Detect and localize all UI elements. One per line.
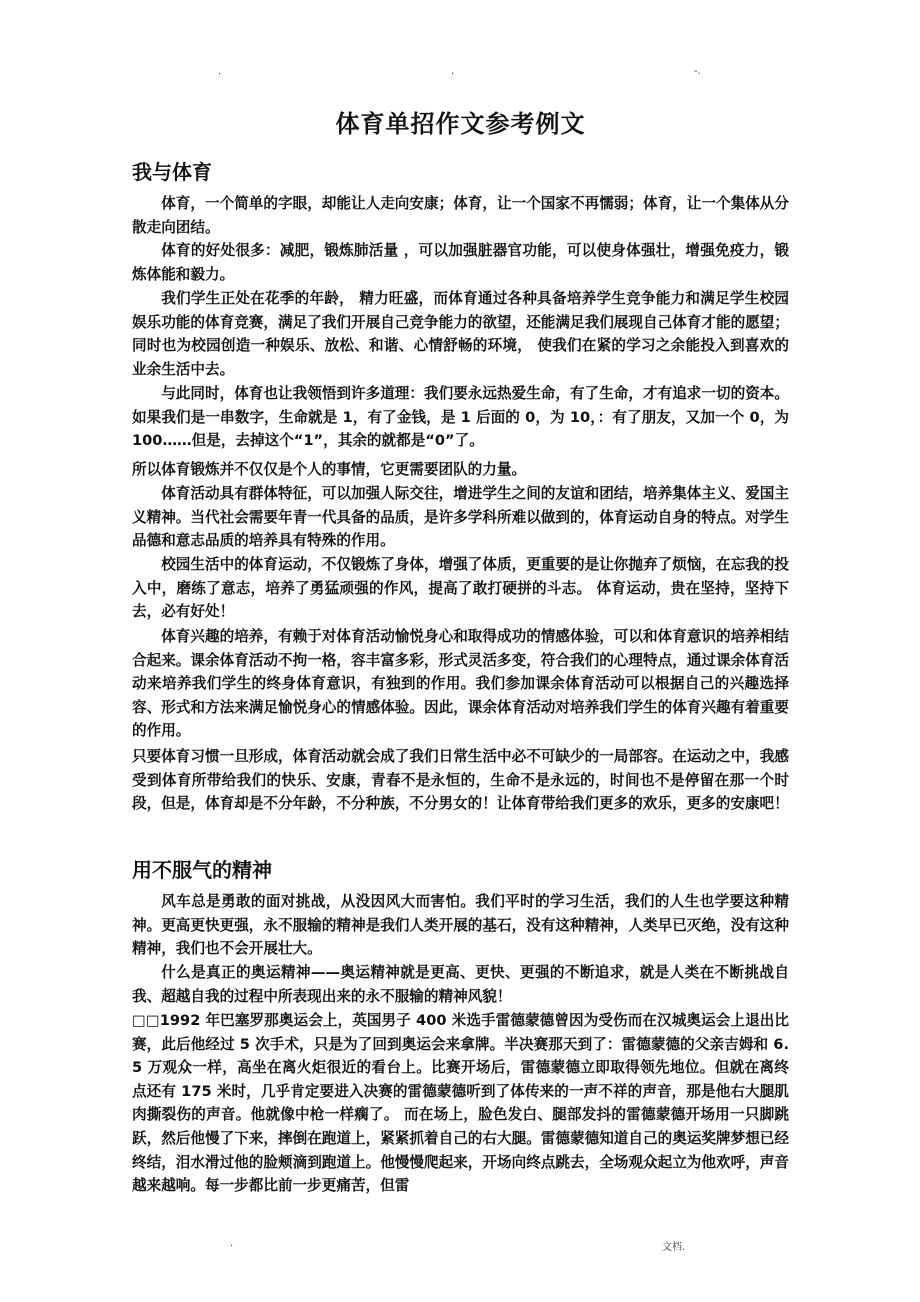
paragraph: 与此同时，体育也让我领悟到许多道理：我们要永远热爱生命，有了生命，才有追求一切的资本。如果我们是一串数字，生命就是 1，有了金钱，是 1 后面的 0，为 10，：有了朋友，又加一个 0，为 100……但是，去掉这个“1”，其余的就都是“0”了。 (132, 385, 789, 450)
header-mark-center: . (451, 66, 455, 77)
paragraph: 我们学生正处在花季的年龄， 精力旺盛，而体育通过各种具备培养学生竞争能力和满足学生校园娱乐功能的体育竞赛，满足了我们开展自己竞争能力的欲望，还能满足我们展现自己体育才能的愿望；同时也为校园创造一种娱乐、放松、和谐、心情舒畅的环境， 使我们在紧的学习之余能投入到喜欢的业余生活中去。 (132, 290, 789, 378)
section-heading-1: 我与体育 (132, 160, 212, 184)
header-mark-left: . (218, 66, 222, 77)
paragraph: 校园生活中的体育运动，不仅锻炼了身体，增强了体质，更重要的是让你抛弃了烦恼，在忘我的投入中，磨练了意志，培养了勇猛顽强的作风，提高了敢打硬拼的斗志。 体育运动，贵在坚持，坚持下去，必有好处！ (132, 556, 789, 621)
paragraph: 风车总是勇敢的面对挑战，从没因风大而害怕。我们平时的学习生活，我们的人生也学要这种精神。更高更快更强，永不服输的精神是我们人类开展的基石，没有这种精神，人类早已灭绝，没有这种精神，我们也不会开展壮大。 (132, 893, 789, 958)
paragraph: 体育，一个简单的字眼，却能让人走向安康；体育，让一个国家不再懦弱；体育，让一个集体从分散走向团结。 (132, 195, 789, 236)
header-mark-right: -. (694, 66, 701, 77)
footer-doc-label: 文档. (662, 1242, 686, 1253)
paragraph: 只要体育习惯一旦形成，体育活动就会成了我们日常生活中必不可缺少的一局部容。在运动之中，我感受到体育所带给我们的快乐、安康，青春不是永恒的，生命不是永远的，时间也不是停留在那一个时段，但是，体育却是不分年龄，不分种族，不分男女的！让体育带给我们更多的欢乐，更多的安康吧！ (132, 748, 789, 813)
footer-mark-left: . (230, 1238, 234, 1249)
paragraph: 体育兴趣的培养，有赖于对体育活动愉悦身心和取得成功的情感体验，可以和体育意识的培养相结合起来。课余体育活动不拘一格，容丰富多彩，形式灵活多变，符合我们的心理特点，通过课余体育活动来培养我们学生的终身体育意识，有独到的作用。我们参加课余体育活动可以根据自己的兴趣选择容、形式和方法来满足愉悦身心的情感体验。因此，课余体育活动对培养我们学生的体育兴趣有着重要的作用。 (132, 628, 789, 740)
paragraph: 体育活动具有群体特征，可以加强人际交往，增进学生之间的友谊和团结，培养集体主义、爱国主义精神。当代社会需要年青一代具备的品质，是许多学科所难以做到的，体育运动自身的特点。对学生品德和意志品质的培养具有特殊的作用。 (132, 485, 789, 550)
section-heading-2: 用不服气的精神 (132, 858, 272, 882)
paragraph: 所以体育锻炼并不仅仅是个人的事情，它更需要团队的力量。 (132, 461, 527, 478)
paragraph: □□1992 年巴塞罗那奥运会上，英国男子 400 米选手雷德蒙德曾因为受伤而在汉城奥运会上退出比赛，此后他经过 5 次手术，只是为了回到奥运会来拿牌。半决赛那天到了：雷德蒙德的父亲吉姆和 6. 5 万观众一样，高坐在离火炬很近的看台上。比赛开场后，雷德蒙德立即取得领先地位。但就在离终点还有 175 米时，几乎肯定要进入决赛的雷德蒙德听到了体传来的一声不祥的声音，那是他右大腿肌肉撕裂伤的声音。他就像中枪一样瘸了。 而在场上，脸色发白、腿部发抖的雷德蒙德开场用一只脚跳跃，然后他慢了下来，摔倒在跑道上，紧紧抓着自己的右大腿。雷德蒙德知道自己的奥运奖牌梦想已经终结，泪水滑过他的脸颊滴到跑道上。他慢慢爬起来，开场向终点跳去，全场观众起立为他欢呼，声音越来越响。每一步都比前一步更痛苦，但雷 (132, 1012, 789, 1195)
paragraph: 体育的好处很多：减肥，锻炼肺活量 ，可以加强脏器官功能，可以使身体强壮，增强免疫力，锻炼体能和毅力。 (132, 242, 789, 283)
document-title: 体育单招作文参考例文 (335, 110, 586, 138)
paragraph: 什么是真正的奥运精神——奥运精神就是更高、更快、更强的不断追求，就是人类在不断挑战自我、超越自我的过程中所表现出来的永不服输的精神风貌！ (132, 964, 789, 1005)
